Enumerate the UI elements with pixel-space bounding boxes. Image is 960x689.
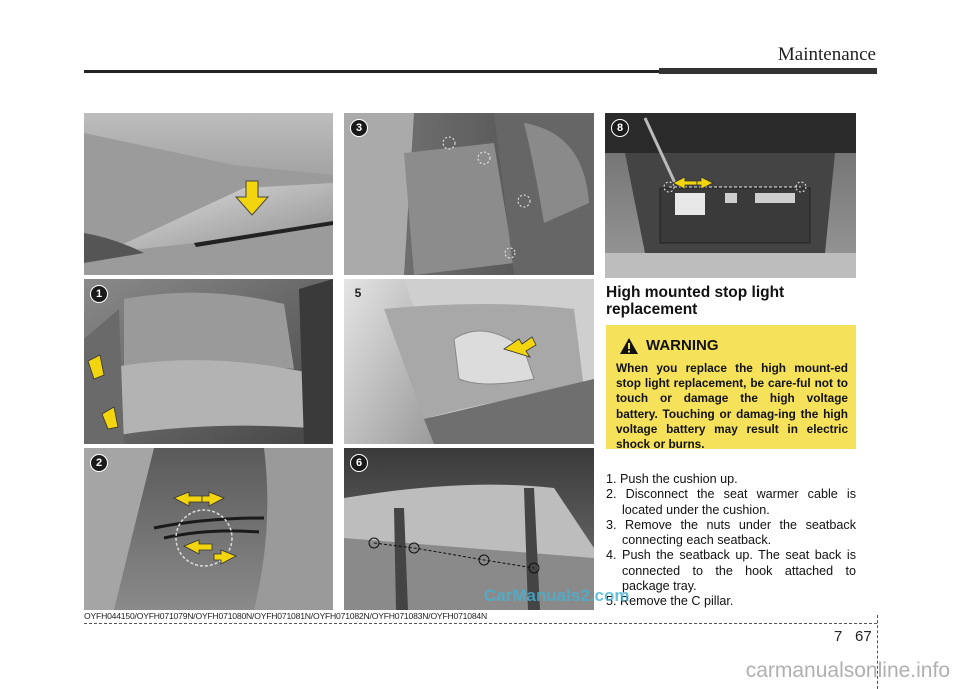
photo-seat-warmer-cable: [84, 448, 333, 610]
chapter-number: 7: [834, 628, 843, 645]
footer-rule: [84, 623, 877, 624]
photo-seatback-nuts: [344, 113, 594, 275]
step-item: 1. Push the cushion up.: [606, 472, 738, 486]
steps-list: [606, 472, 856, 610]
photo-stop-light-housing: [605, 113, 856, 278]
step-badge: 3: [350, 119, 368, 137]
header-rule-thick: [659, 68, 877, 74]
warning-heading: [620, 337, 719, 354]
photo-c-pillar: [344, 279, 594, 444]
figure-caption: OYFH044150/OYFH071079N/OYFH071080N/OYFH071081N/OYFH071082N/OYFH071083N/OYFH071084N: [84, 611, 488, 621]
step-item: 4. Push the seatback up. The seat back is connected to the hook attached to package tray.: [606, 548, 856, 594]
warning-text: When you replace the high mount-ed stop light replacement, be care-ful not to touch or damage the high voltage battery. Touching or damag-ing the high voltage battery may result in electric shock or burns.: [616, 361, 848, 452]
page-number: 67: [855, 628, 872, 645]
step-item: 2. Disconnect the seat warmer cable is located under the cushion.: [606, 487, 856, 517]
header-rule: [84, 70, 659, 73]
site-watermark: carmanualsonline.info: [745, 659, 950, 682]
section-header-title: Maintenance: [777, 44, 876, 65]
step-badge: 5: [354, 286, 362, 300]
warning-title: WARNING: [646, 337, 719, 354]
step-item: 3. Remove the nuts under the seatback connecting each seatback.: [606, 517, 856, 548]
step-badge: 6: [350, 454, 368, 472]
step-badge: 8: [611, 119, 629, 137]
section-title: High mounted stop light replacement: [606, 284, 785, 318]
step-badge: 1: [90, 285, 108, 303]
warning-box: [606, 325, 856, 452]
photo-rear-seat-cushion: [84, 279, 333, 444]
warning-triangle-icon: [620, 338, 638, 354]
watermark: CarManuals2.com: [484, 586, 630, 605]
step-item: 5. Remove the C pillar.: [606, 594, 734, 609]
step-badge: 2: [90, 454, 108, 472]
photo-rear-window: [84, 113, 333, 275]
